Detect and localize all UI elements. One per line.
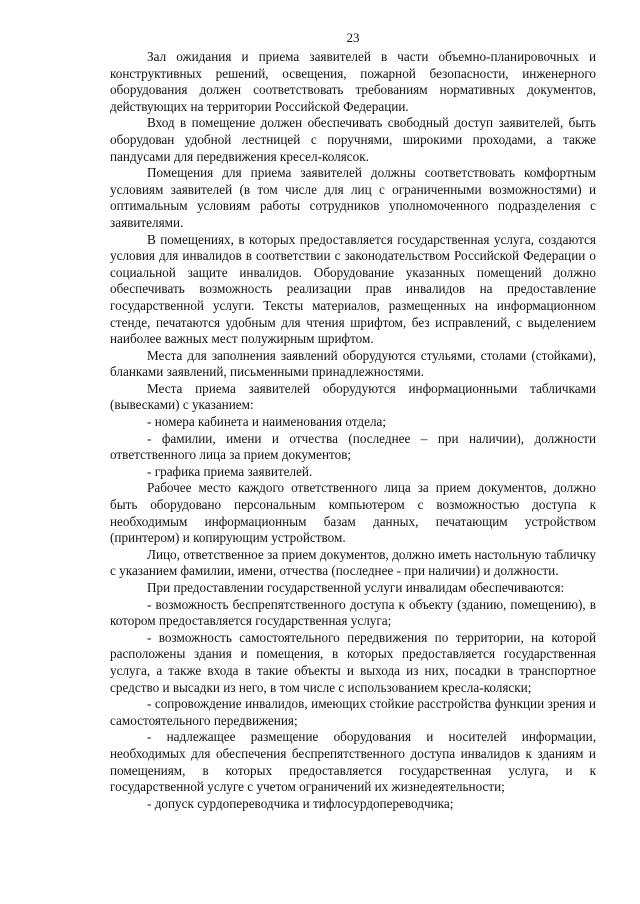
document-page (110, 30, 596, 812)
list-item-equipment-placement: - надлежащее размещение оборудования и носителей информации, необходимых для обеспечения беспрепятственного доступа инвалидов к зданиям и помещениям, в которых предоставляется государственная услуга, и к государственной услуге с учетом ограничений их жизнедеятельности; (110, 729, 596, 795)
list-item-reception-schedule: - графика приема заявителей. (147, 463, 313, 479)
paragraph-desk-nameplate: Лицо, ответственное за прием документов, должно иметь настольную табличку с указанием фамилии, имени, отчества (последнее - при наличии) и должности. (110, 546, 596, 579)
paragraph-disabled-provisions: При предоставлении государственной услуги инвалидам обеспечиваются: (147, 580, 565, 595)
paragraph-information-signs: Места приема заявителей оборудуются информационными табличками (вывесками) с указанием: (110, 380, 596, 413)
list-item-unobstructed-access: - возможность беспрепятственного доступа к объекту (зданию, помещению), в котором предоставляется государственная услуга; (110, 596, 596, 629)
list-item-sign-interpreter: - допуск сурдопереводчика и тифлосурдопереводчика; (147, 795, 454, 811)
paragraph-waiting-hall: Зал ожидания и приема заявителей в части объемно-планировочных и конструктивных решений, освещения, пожарной безопасности, инженерного оборудования должен соответствовать требованиям нормативных документов, действующих на территории Российской Федерации. (110, 49, 596, 114)
page-number: 23 (346, 30, 360, 45)
list-item-independent-movement: - возможность самостоятельного передвижения по территории, на которой расположены здания и помещения, в которых предоставляется государственная услуга, а также входа в такие объекты и выхода из них, посадки в транспортное средство и высадки из него, в том числе с использованием кресла-коляски; (110, 629, 596, 695)
list-item-escort: - сопровождение инвалидов, имеющих стойкие расстройства функции зрения и самостоятельного передвижения; (110, 696, 596, 728)
list-item-room-number: - номера кабинета и наименования отдела; (147, 414, 387, 430)
paragraph-form-filling-places: Места для заполнения заявлений оборудуются стульями, столами (стойками), бланками заявлений, письменными принадлежностями. (110, 347, 596, 380)
paragraph-disability-conditions: В помещениях, в которых предоставляется государственная услуга, создаются условия для инвалидов в соответствии с законодательством Российской Федерации о социальной защите инвалидов. Оборудование указанных помещений должно обеспечивать возможность реализации прав инвалидов на предоставление государственной услуги. Тексты материалов, размещенных на информационном стенде, печатаются удобным для чтения шрифтом, без исправлений, с выделением наиболее важных мест полужирным шрифтом. (110, 231, 596, 347)
paragraph-entrance: Вход в помещение должен обеспечивать свободный доступ заявителей, быть оборудован удобной лестницей с поручнями, широкими проходами, а также пандусами для передвижения кресел-колясок. (110, 115, 596, 164)
paragraph-reception-rooms: Помещения для приема заявителей должны соответствовать комфортным условиям заявителей (в том числе для лиц с ограниченными возможностями) и оптимальным условиям работы сотрудников уполномоченного подразделения с заявителями. (110, 165, 596, 230)
paragraph-workplace-equipment: Рабочее место каждого ответственного лица за прием документов, должно быть оборудовано персональным компьютером с возможностью доступа к необходимым информационным базам данных, печатающим устройством (принтером) и копирующим устройством. (110, 480, 596, 546)
list-item-responsible-person: - фамилии, имени и отчества (последнее – при наличии), должности ответственного лица за прием документов; (110, 430, 596, 463)
